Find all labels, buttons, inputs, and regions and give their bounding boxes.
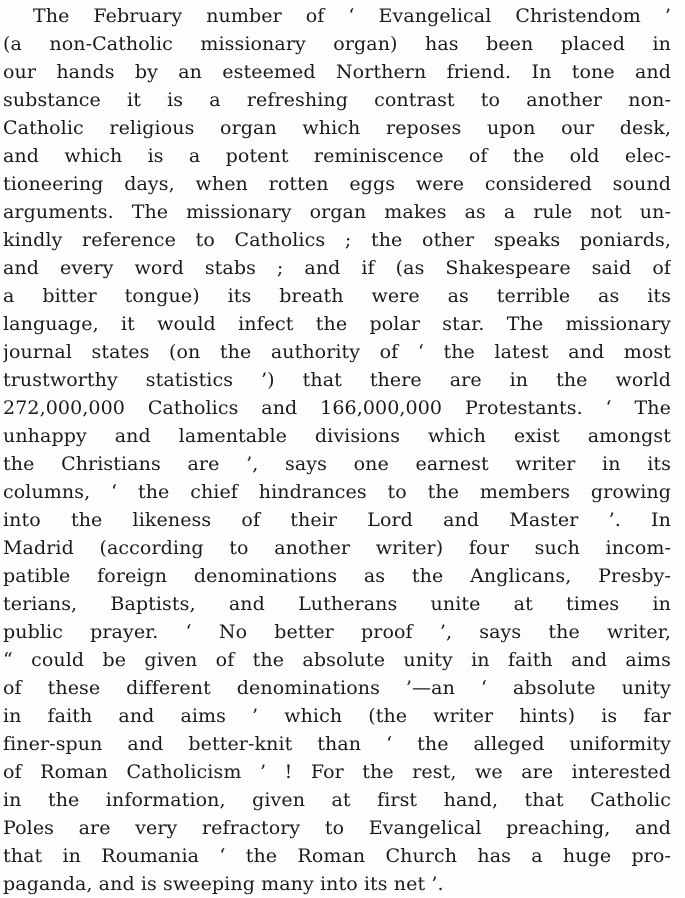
- text-line: patible foreign denominations as the Anglicans, Presby-: [3, 565, 671, 587]
- text-line: tioneering days, when rotten eggs were considered sound: [3, 173, 671, 195]
- text-line: our hands by an esteemed Northern friend. In tone and: [3, 61, 671, 83]
- text-line: The February number of ‘ Evangelical Christendom ’: [33, 5, 671, 27]
- text-line: public prayer. ‘ No better proof ’, says the writer,: [3, 621, 671, 643]
- text-line: Catholic religious organ which reposes upon our desk,: [3, 117, 671, 139]
- text-line: (a non-Catholic missionary organ) has been placed in: [3, 33, 671, 55]
- text-line: unhappy and lamentable divisions which exist amongst: [3, 425, 671, 447]
- text-line: terians, Baptists, and Lutherans unite at times in: [3, 593, 671, 615]
- text-line: and every word stabs ; and if (as Shakespeare said of: [3, 257, 671, 279]
- article-column: [3, 2, 671, 898]
- text-line: of Roman Catholicism ’ ! For the rest, we are interested: [3, 761, 671, 783]
- text-line: a bitter tongue) its breath were as terrible as its: [3, 285, 671, 307]
- text-line: paganda, and is sweeping many into its net ’.: [3, 873, 444, 895]
- text-line: kindly reference to Catholics ; the other speaks poniards,: [3, 229, 671, 251]
- text-line: the Christians are ’, says one earnest writer in its: [3, 453, 671, 475]
- text-line: finer-spun and better-knit than ‘ the alleged uniformity: [3, 733, 671, 755]
- text-line: arguments. The missionary organ makes as a rule not un-: [3, 201, 671, 223]
- text-line: trustworthy statistics ’) that there are in the world: [3, 369, 671, 391]
- text-line: journal states (on the authority of ‘ the latest and most: [3, 341, 671, 363]
- text-line: language, it would infect the polar star. The missionary: [3, 313, 671, 335]
- text-line: substance it is a refreshing contrast to another non-: [3, 89, 671, 111]
- text-line: that in Roumania ‘ the Roman Church has a huge pro-: [3, 845, 671, 867]
- text-line: 272,000,000 Catholics and 166,000,000 Protestants. ‘ The: [3, 397, 671, 419]
- text-line: in faith and aims ’ which (the writer hints) is far: [3, 705, 671, 727]
- text-line: in the information, given at first hand, that Catholic: [3, 789, 671, 811]
- text-line: and which is a potent reminiscence of the old elec-: [3, 145, 671, 167]
- text-line: columns, ‘ the chief hindrances to the members growing: [3, 481, 671, 503]
- text-line: “ could be given of the absolute unity in faith and aims: [3, 649, 671, 671]
- text-line: Madrid (according to another writer) four such incom-: [3, 537, 671, 559]
- text-line: Poles are very refractory to Evangelical preaching, and: [3, 817, 671, 839]
- text-line: into the likeness of their Lord and Master ’. In: [3, 509, 671, 531]
- text-line: of these different denominations ’—an ‘ absolute unity: [3, 677, 671, 699]
